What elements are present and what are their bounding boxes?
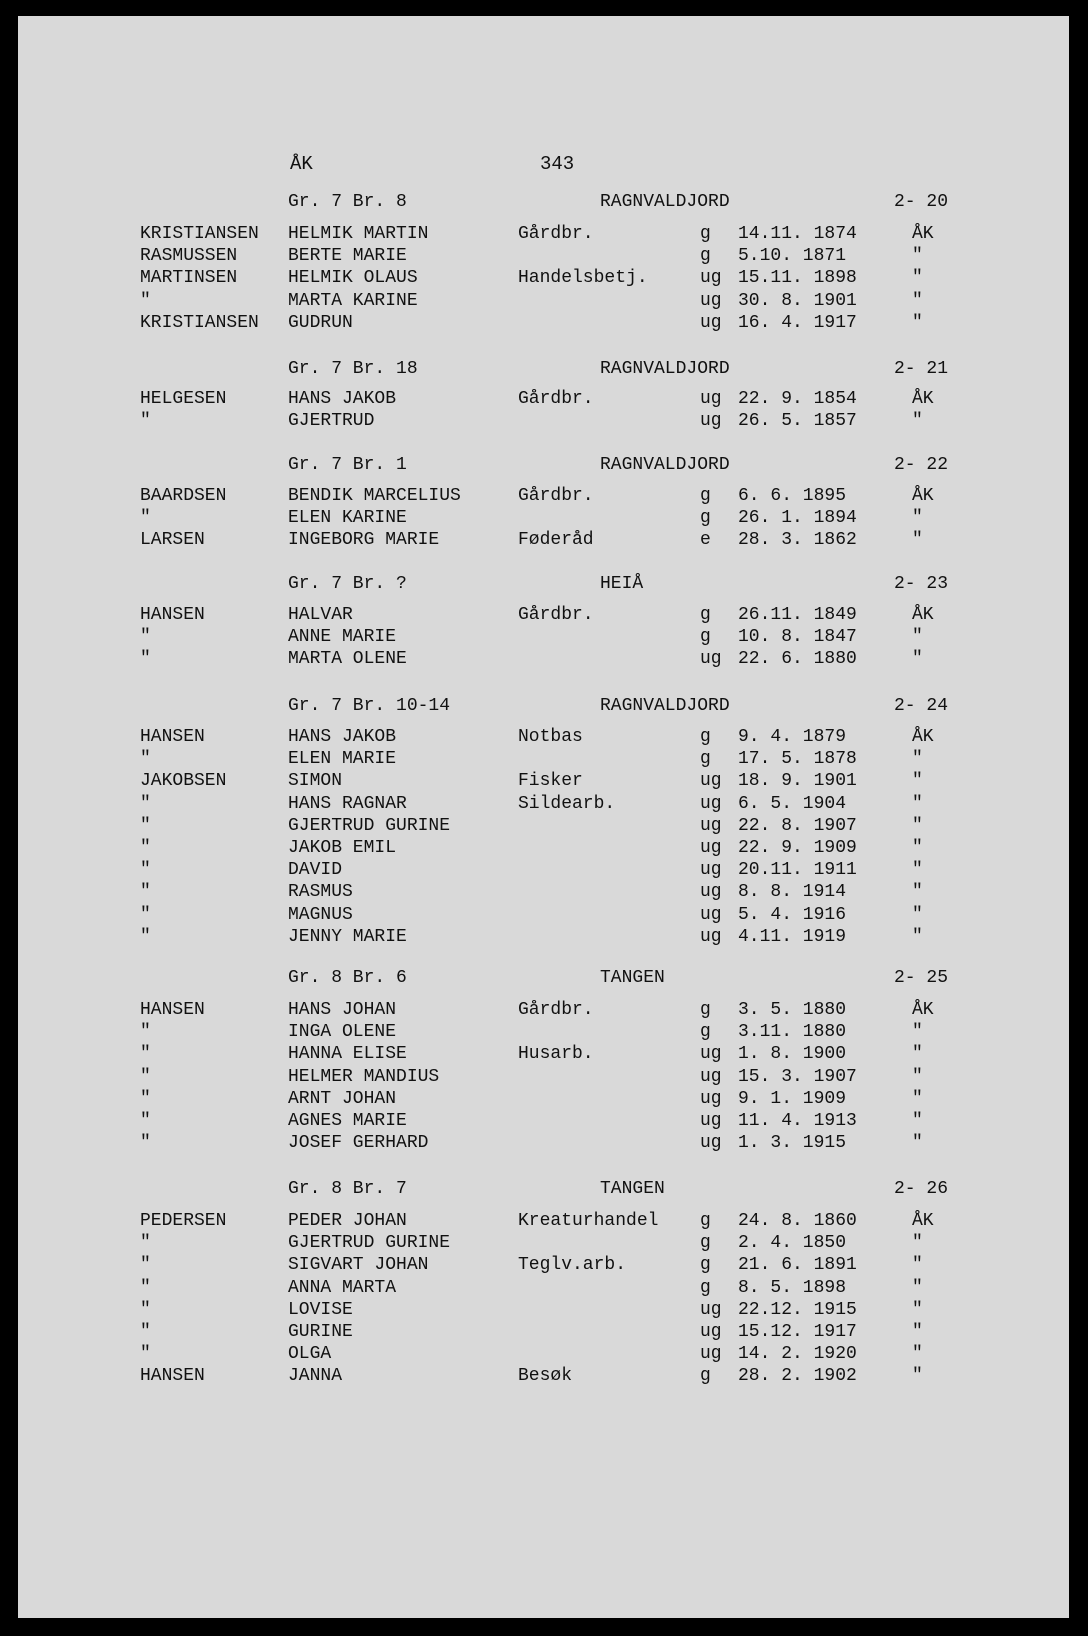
marital-status: g [700,749,711,769]
given-names: GUDRUN [288,313,353,333]
section-id: 2- 25 [894,968,949,988]
marital-status: ug [700,838,722,858]
person-row [18,1299,1069,1321]
surname: " [140,860,151,880]
section-heading [18,357,1069,381]
section-plot-number: Gr. 8 Br. 6 [288,968,407,988]
person-row [18,859,1069,881]
marital-status: g [700,508,711,528]
marital-status: g [700,224,711,244]
person-row [18,837,1069,859]
surname: " [140,291,151,311]
surname: " [140,1133,151,1153]
surname: MARTINSEN [140,268,238,288]
given-names: ANNA MARTA [288,1278,397,1298]
birth-date: 22. 8. 1907 [738,816,857,836]
section-heading [18,453,1069,477]
given-names: SIGVART JOHAN [288,1255,429,1275]
birth-date: 14. 2. 1920 [738,1344,857,1364]
surname: " [140,649,151,669]
given-names: PEDER JOHAN [288,1211,407,1231]
section-farm-name: HEIÅ [600,574,644,594]
page-number: 343 [540,153,575,175]
section-heading [18,966,1069,990]
surname: " [140,1233,151,1253]
marital-status: ug [700,1067,722,1087]
given-names: ANNE MARIE [288,627,397,647]
occupation: Sildearb. [518,794,616,814]
person-row [18,267,1069,289]
marital-status: ug [700,794,722,814]
person-row [18,815,1069,837]
birth-date: 14.11. 1874 [738,224,857,244]
birth-date: 17. 5. 1878 [738,749,857,769]
marital-status: ug [700,1044,722,1064]
birth-place: ÅK [912,486,934,506]
person-row [18,1254,1069,1276]
person-row [18,1210,1069,1232]
person-row [18,1110,1069,1132]
surname: HANSEN [140,1000,205,1020]
given-names: DAVID [288,860,343,880]
birth-date: 5. 4. 1916 [738,905,847,925]
birth-place: " [912,246,923,266]
given-names: ARNT JOHAN [288,1089,397,1109]
birth-place: " [912,1133,923,1153]
birth-date: 24. 8. 1860 [738,1211,857,1231]
section-heading [18,694,1069,718]
given-names: BENDIK MARCELIUS [288,486,461,506]
person-row [18,245,1069,267]
person-row [18,748,1069,770]
birth-date: 28. 3. 1862 [738,530,857,550]
marital-status: ug [700,1111,722,1131]
birth-date: 26. 5. 1857 [738,411,857,431]
surname: " [140,794,151,814]
marital-status: g [700,627,711,647]
register-page [18,16,1069,1618]
given-names: GJERTRUD GURINE [288,816,451,836]
section-plot-number: Gr. 7 Br. 18 [288,359,418,379]
given-names: MARTA KARINE [288,291,418,311]
birth-place: ÅK [912,224,934,244]
marital-status: ug [700,771,722,791]
section-heading [18,572,1069,596]
occupation: Besøk [518,1366,573,1386]
person-row [18,1343,1069,1365]
surname: " [140,1344,151,1364]
surname: PEDERSEN [140,1211,227,1231]
birth-place: " [912,1278,923,1298]
region-label: ÅK [290,153,313,175]
marital-status: g [700,1211,711,1231]
birth-place: " [912,816,923,836]
given-names: HANS JAKOB [288,389,397,409]
surname: " [140,1255,151,1275]
person-row [18,1232,1069,1254]
surname: " [140,508,151,528]
occupation: Teglv.arb. [518,1255,627,1275]
birth-date: 15.12. 1917 [738,1322,857,1342]
person-row [18,290,1069,312]
birth-date: 1. 3. 1915 [738,1133,847,1153]
section-id: 2- 22 [894,455,949,475]
person-row [18,485,1069,507]
marital-status: g [700,1022,711,1042]
section-farm-name: RAGNVALDJORD [600,192,730,212]
birth-place: " [912,905,923,925]
marital-status: ug [700,905,722,925]
given-names: LOVISE [288,1300,353,1320]
surname: RASMUSSEN [140,246,238,266]
person-row [18,223,1069,245]
section-id: 2- 24 [894,696,949,716]
occupation: Føderåd [518,530,594,550]
section-farm-name: RAGNVALDJORD [600,696,730,716]
person-row [18,1088,1069,1110]
marital-status: ug [700,313,722,333]
occupation: Handelsbetj. [518,268,648,288]
person-row [18,1066,1069,1088]
surname: KRISTIANSEN [140,313,259,333]
marital-status: ug [700,882,722,902]
section-id: 2- 26 [894,1179,949,1199]
person-row [18,529,1069,551]
marital-status: ug [700,649,722,669]
birth-place: " [912,927,923,947]
birth-date: 21. 6. 1891 [738,1255,857,1275]
marital-status: g [700,1278,711,1298]
section-heading [18,1177,1069,1201]
surname: HELGESEN [140,389,227,409]
given-names: HALVAR [288,605,353,625]
section-plot-number: Gr. 7 Br. 10-14 [288,696,451,716]
given-names: SIMON [288,771,343,791]
person-row [18,1277,1069,1299]
person-row [18,312,1069,334]
birth-place: " [912,1233,923,1253]
person-row [18,388,1069,410]
given-names: GJERTRUD GURINE [288,1233,451,1253]
surname: " [140,882,151,902]
marital-status: ug [700,268,722,288]
section-heading [18,190,1069,214]
surname: " [140,1067,151,1087]
birth-date: 11. 4. 1913 [738,1111,857,1131]
birth-date: 22.12. 1915 [738,1300,857,1320]
given-names: RASMUS [288,882,353,902]
birth-place: ÅK [912,1211,934,1231]
occupation: Gårdbr. [518,1000,594,1020]
surname: " [140,1300,151,1320]
given-names: GJERTRUD [288,411,375,431]
section-id: 2- 21 [894,359,949,379]
marital-status: g [700,605,711,625]
person-row [18,1021,1069,1043]
given-names: ELEN MARIE [288,749,397,769]
person-row [18,999,1069,1021]
birth-date: 9. 4. 1879 [738,727,847,747]
birth-place: " [912,1044,923,1064]
surname: HANSEN [140,1366,205,1386]
surname: " [140,411,151,431]
birth-date: 22. 9. 1854 [738,389,857,409]
given-names: HANS JAKOB [288,727,397,747]
birth-place: " [912,882,923,902]
section-plot-number: Gr. 8 Br. 7 [288,1179,407,1199]
marital-status: g [700,486,711,506]
birth-date: 28. 2. 1902 [738,1366,857,1386]
surname: " [140,1044,151,1064]
person-row [18,410,1069,432]
marital-status: ug [700,927,722,947]
birth-place: " [912,749,923,769]
occupation: Gårdbr. [518,605,594,625]
marital-status: ug [700,1322,722,1342]
person-row [18,793,1069,815]
surname: " [140,838,151,858]
given-names: MAGNUS [288,905,353,925]
given-names: JENNY MARIE [288,927,407,947]
birth-place: " [912,1300,923,1320]
given-names: HANS JOHAN [288,1000,397,1020]
birth-date: 22. 6. 1880 [738,649,857,669]
marital-status: g [700,1366,711,1386]
surname: BAARDSEN [140,486,227,506]
marital-status: ug [700,1133,722,1153]
surname: " [140,749,151,769]
birth-date: 5.10. 1871 [738,246,847,266]
surname: " [140,1111,151,1131]
birth-place: " [912,1255,923,1275]
birth-date: 8. 5. 1898 [738,1278,847,1298]
marital-status: ug [700,389,722,409]
surname: HANSEN [140,605,205,625]
surname: HANSEN [140,727,205,747]
surname: " [140,816,151,836]
occupation: Fisker [518,771,583,791]
given-names: AGNES MARIE [288,1111,407,1131]
birth-date: 3.11. 1880 [738,1022,847,1042]
surname: " [140,627,151,647]
surname: " [140,1022,151,1042]
birth-date: 15.11. 1898 [738,268,857,288]
given-names: INGA OLENE [288,1022,397,1042]
birth-place: " [912,627,923,647]
surname: LARSEN [140,530,205,550]
marital-status: g [700,1255,711,1275]
surname: " [140,1322,151,1342]
birth-date: 6. 6. 1895 [738,486,847,506]
person-row [18,1043,1069,1065]
birth-place: ÅK [912,727,934,747]
birth-place: " [912,1111,923,1131]
section-farm-name: RAGNVALDJORD [600,455,730,475]
surname: " [140,1089,151,1109]
section-farm-name: TANGEN [600,968,665,988]
surname: " [140,1278,151,1298]
marital-status: g [700,727,711,747]
marital-status: g [700,246,711,266]
section-farm-name: TANGEN [600,1179,665,1199]
birth-date: 9. 1. 1909 [738,1089,847,1109]
given-names: OLGA [288,1344,332,1364]
birth-place: " [912,411,923,431]
section-plot-number: Gr. 7 Br. 8 [288,192,407,212]
birth-date: 20.11. 1911 [738,860,857,880]
person-row [18,726,1069,748]
occupation: Gårdbr. [518,389,594,409]
surname: KRISTIANSEN [140,224,259,244]
surname: " [140,927,151,947]
section-id: 2- 23 [894,574,949,594]
person-row [18,507,1069,529]
person-row [18,604,1069,626]
person-row [18,881,1069,903]
birth-date: 26. 1. 1894 [738,508,857,528]
given-names: JAKOB EMIL [288,838,397,858]
section-plot-number: Gr. 7 Br. 1 [288,455,407,475]
given-names: ELEN KARINE [288,508,407,528]
birth-place: " [912,649,923,669]
given-names: INGEBORG MARIE [288,530,440,550]
birth-place: " [912,838,923,858]
marital-status: ug [700,411,722,431]
person-row [18,626,1069,648]
person-row [18,1321,1069,1343]
birth-place: " [912,268,923,288]
occupation: Gårdbr. [518,486,594,506]
occupation: Notbas [518,727,583,747]
given-names: GURINE [288,1322,353,1342]
person-row [18,1132,1069,1154]
birth-date: 18. 9. 1901 [738,771,857,791]
birth-place: " [912,1366,923,1386]
given-names: JOSEF GERHARD [288,1133,429,1153]
birth-place: " [912,1344,923,1364]
birth-date: 15. 3. 1907 [738,1067,857,1087]
birth-date: 3. 5. 1880 [738,1000,847,1020]
person-row [18,904,1069,926]
birth-place: " [912,794,923,814]
birth-place: " [912,1067,923,1087]
birth-place: " [912,1022,923,1042]
person-row [18,926,1069,948]
birth-date: 2. 4. 1850 [738,1233,847,1253]
birth-place: " [912,291,923,311]
birth-place: " [912,860,923,880]
birth-date: 22. 9. 1909 [738,838,857,858]
occupation: Gårdbr. [518,224,594,244]
given-names: HANNA ELISE [288,1044,407,1064]
birth-place: " [912,508,923,528]
birth-date: 26.11. 1849 [738,605,857,625]
marital-status: g [700,1233,711,1253]
birth-place: ÅK [912,605,934,625]
marital-status: ug [700,1089,722,1109]
birth-place: " [912,530,923,550]
marital-status: ug [700,1344,722,1364]
marital-status: e [700,530,711,550]
surname: " [140,905,151,925]
birth-place: " [912,313,923,333]
birth-place: " [912,1089,923,1109]
birth-date: 8. 8. 1914 [738,882,847,902]
marital-status: ug [700,816,722,836]
surname: JAKOBSEN [140,771,227,791]
section-id: 2- 20 [894,192,949,212]
birth-date: 10. 8. 1847 [738,627,857,647]
marital-status: g [700,1000,711,1020]
birth-date: 16. 4. 1917 [738,313,857,333]
birth-place: ÅK [912,389,934,409]
person-row [18,648,1069,670]
given-names: BERTE MARIE [288,246,407,266]
birth-date: 30. 8. 1901 [738,291,857,311]
occupation: Kreaturhandel [518,1211,659,1231]
person-row [18,1365,1069,1387]
person-row [18,770,1069,792]
birth-date: 6. 5. 1904 [738,794,847,814]
given-names: JANNA [288,1366,343,1386]
birth-date: 1. 8. 1900 [738,1044,847,1064]
birth-place: " [912,1322,923,1342]
given-names: HELMIK OLAUS [288,268,418,288]
birth-place: ÅK [912,1000,934,1020]
section-plot-number: Gr. 7 Br. ? [288,574,407,594]
birth-place: " [912,771,923,791]
section-farm-name: RAGNVALDJORD [600,359,730,379]
marital-status: ug [700,860,722,880]
given-names: MARTA OLENE [288,649,407,669]
birth-date: 4.11. 1919 [738,927,847,947]
given-names: HANS RAGNAR [288,794,407,814]
marital-status: ug [700,291,722,311]
given-names: HELMER MANDIUS [288,1067,440,1087]
given-names: HELMIK MARTIN [288,224,429,244]
marital-status: ug [700,1300,722,1320]
occupation: Husarb. [518,1044,594,1064]
